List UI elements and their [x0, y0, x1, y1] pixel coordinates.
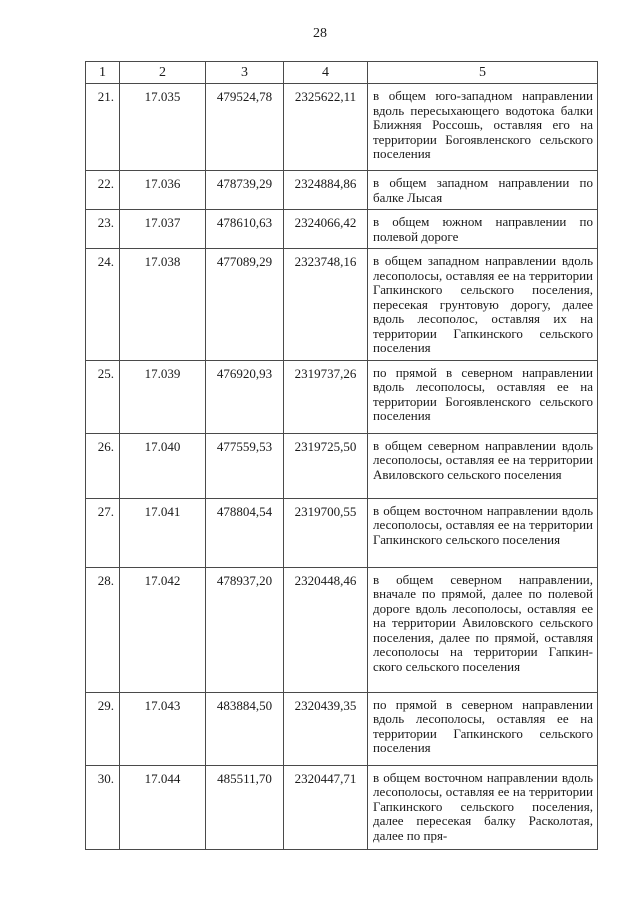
point-code: 17.044	[120, 765, 206, 849]
boundary-description: в общем юго-западном направлении вдоль пересыхающего водотока балки Ближняя Россошь, оставляя его на территории Богоявленского сельского поселения	[368, 84, 598, 171]
point-code: 17.039	[120, 360, 206, 433]
coordinate-x: 479524,78	[206, 84, 284, 171]
coordinate-x: 477559,53	[206, 433, 284, 498]
point-code: 17.041	[120, 498, 206, 567]
boundary-description: в общем восточном направлении вдоль лесополосы, оставляя ее на территории Гапкинского сельского поселения, далее пересекая балку Расколотая, далее по пря-	[368, 765, 598, 849]
coordinate-x: 478739,29	[206, 171, 284, 210]
table-row	[86, 692, 598, 765]
row-number: 25.	[86, 360, 120, 433]
column-header: 5	[368, 62, 598, 84]
coordinate-x: 485511,70	[206, 765, 284, 849]
row-number: 27.	[86, 498, 120, 567]
page-number: 28	[313, 26, 327, 41]
table-row	[86, 249, 598, 361]
coordinate-y: 2324066,42	[284, 210, 368, 249]
boundary-description: в общем восточном направлении вдоль лесополосы, оставляя ее на территории Гапкинского сельского поселения	[368, 498, 598, 567]
column-header: 3	[206, 62, 284, 84]
table-row	[86, 433, 598, 498]
table-row	[86, 765, 598, 849]
table-row	[86, 567, 598, 692]
boundary-description: в общем южном направлении по полевой дороге	[368, 210, 598, 249]
table-row	[86, 498, 598, 567]
point-code: 17.043	[120, 692, 206, 765]
table-row	[86, 210, 598, 249]
coordinate-y: 2319737,26	[284, 360, 368, 433]
point-code: 17.036	[120, 171, 206, 210]
boundary-description: в общем северном направлении вдоль лесополосы, оставляя ее на территории Авиловского сельского поселения	[368, 433, 598, 498]
column-header: 4	[284, 62, 368, 84]
row-number: 21.	[86, 84, 120, 171]
boundary-table	[85, 61, 598, 850]
column-header: 1	[86, 62, 120, 84]
coordinate-y: 2320447,71	[284, 765, 368, 849]
row-number: 26.	[86, 433, 120, 498]
table-row	[86, 360, 598, 433]
table-row	[86, 171, 598, 210]
boundary-description: по прямой в северном направлении вдоль лесополосы, оставляя ее на территории Богоявленского сельского поселения	[368, 360, 598, 433]
coordinate-x: 478610,63	[206, 210, 284, 249]
row-number: 24.	[86, 249, 120, 361]
row-number: 28.	[86, 567, 120, 692]
boundary-description: в общем западном направлении вдоль лесополосы, оставляя ее на территории Гапкинского сельского поселения, пересекая грунтовую дорогу, далее вдоль лесополос, оставляя их на территории Гапкинского сельского поселения	[368, 249, 598, 361]
point-code: 17.042	[120, 567, 206, 692]
table-header-row	[86, 62, 598, 84]
coordinate-y: 2319700,55	[284, 498, 368, 567]
coordinate-x: 478804,54	[206, 498, 284, 567]
boundary-description: в общем западном направлении по балке Лысая	[368, 171, 598, 210]
coordinate-x: 477089,29	[206, 249, 284, 361]
point-code: 17.038	[120, 249, 206, 361]
coordinate-y: 2323748,16	[284, 249, 368, 361]
column-header: 2	[120, 62, 206, 84]
boundary-description: в общем северном направлении, вначале по прямой, далее по полевой дороге вдоль лесополосы, оставляя ее на территории Авиловского сельского поселения, далее по прямой, оставляя лесополосы на территории Гапкинского сельского поселения	[368, 567, 598, 692]
coordinate-x: 483884,50	[206, 692, 284, 765]
coordinate-y: 2319725,50	[284, 433, 368, 498]
coordinate-y: 2324884,86	[284, 171, 368, 210]
row-number: 29.	[86, 692, 120, 765]
boundary-description: по прямой в северном направлении вдоль лесополосы, оставляя ее на территории Гапкинского сельского поселения	[368, 692, 598, 765]
point-code: 17.040	[120, 433, 206, 498]
table-row	[86, 84, 598, 171]
point-code: 17.035	[120, 84, 206, 171]
coordinate-x: 478937,20	[206, 567, 284, 692]
row-number: 30.	[86, 765, 120, 849]
point-code: 17.037	[120, 210, 206, 249]
coordinate-y: 2320439,35	[284, 692, 368, 765]
coordinate-x: 476920,93	[206, 360, 284, 433]
row-number: 22.	[86, 171, 120, 210]
coordinate-y: 2320448,46	[284, 567, 368, 692]
coordinate-y: 2325622,11	[284, 84, 368, 171]
row-number: 23.	[86, 210, 120, 249]
